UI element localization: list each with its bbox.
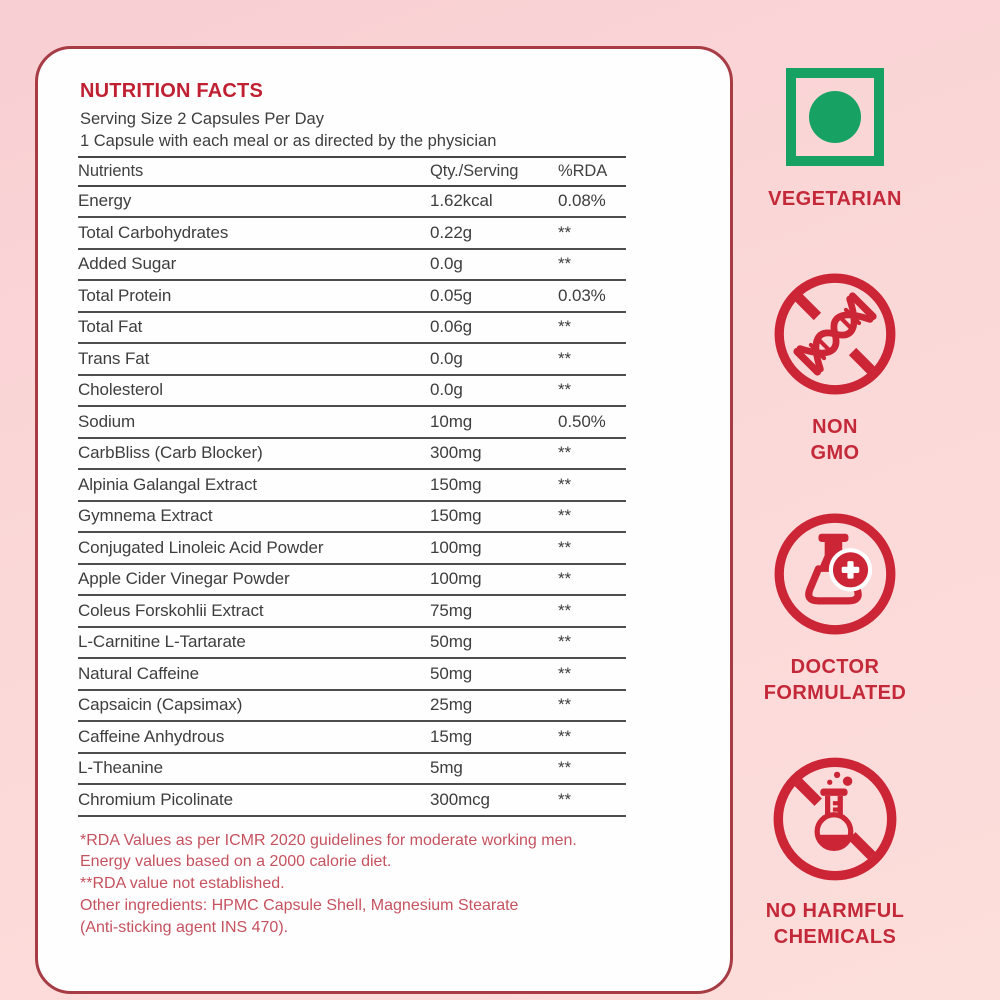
no-harmful-chemicals-badge	[750, 756, 920, 950]
table-row	[78, 502, 626, 534]
qty-cell: 50mg	[430, 663, 473, 683]
rda-cell: **	[558, 222, 572, 242]
nutrient-name-cell: Coleus Forskohlii Extract	[78, 600, 264, 620]
rda-cell: **	[558, 380, 572, 400]
no-gmo-icon	[773, 272, 897, 396]
table-row	[78, 187, 626, 219]
doctor-flask-icon	[773, 512, 897, 636]
footnote-line: *RDA Values as per ICMR 2020 guidelines for moderate working men.	[80, 831, 577, 849]
qty-cell: 100mg	[430, 537, 482, 557]
rda-cell: **	[558, 443, 572, 463]
table-row	[78, 313, 626, 345]
table-row	[78, 344, 626, 376]
qty-cell: 25mg	[430, 695, 473, 715]
qty-cell: 0.0g	[430, 348, 463, 368]
table-row	[78, 596, 626, 628]
rda-cell: **	[558, 348, 572, 368]
rda-cell: **	[558, 600, 572, 620]
rda-cell: **	[558, 663, 572, 683]
nutrient-name-cell: Chromium Picolinate	[78, 789, 233, 809]
panel-title: NUTRITION FACTS	[80, 80, 263, 102]
doctor-label-line2: FORMULATED	[763, 682, 907, 704]
non-gmo-label-line2: GMO	[810, 442, 860, 464]
table-row	[78, 218, 626, 250]
nutrient-name-cell: Added Sugar	[78, 254, 177, 274]
rda-cell: 0.03%	[558, 285, 606, 305]
qty-cell: 15mg	[430, 726, 473, 746]
nutrient-name-cell: Total Protein	[78, 285, 172, 305]
serving-size-line: Serving Size 2 Capsules Per Day	[80, 110, 324, 128]
rda-cell: **	[558, 474, 572, 494]
rda-cell: **	[558, 569, 572, 589]
rda-cell: 0.50%	[558, 411, 606, 431]
nutrient-name-cell: Cholesterol	[78, 380, 163, 400]
qty-cell: 0.0g	[430, 254, 463, 274]
nutrient-name-cell: Trans Fat	[78, 348, 150, 368]
qty-cell: 0.05g	[430, 285, 473, 305]
rda-cell: **	[558, 632, 572, 652]
rda-cell: **	[558, 695, 572, 715]
rda-cell: **	[558, 789, 572, 809]
non-gmo-label	[760, 414, 910, 466]
table-header-row	[78, 158, 626, 187]
table-row	[78, 722, 626, 754]
nutrient-name-cell: Natural Caffeine	[78, 663, 199, 683]
table-row	[78, 785, 626, 817]
doctor-formulated-badge	[750, 512, 920, 706]
nutrient-name-cell: Caffeine Anhydrous	[78, 726, 225, 746]
table-row	[78, 470, 626, 502]
nutrient-name-cell: L-Carnitine L-Tartarate	[78, 632, 246, 652]
footnote-line: (Anti-sticking agent INS 470).	[80, 918, 289, 936]
rda-cell: **	[558, 537, 572, 557]
footnote-line: Energy values based on a 2000 calorie diet.	[80, 853, 392, 871]
table-row	[78, 533, 626, 565]
footnote-line: Other ingredients: HPMC Capsule Shell, Magnesium Stearate	[80, 896, 519, 914]
doctor-formulated-label	[750, 654, 920, 706]
no-harmful-chemicals-label	[750, 898, 920, 950]
table-row	[78, 281, 626, 313]
qty-cell: 100mg	[430, 569, 482, 589]
qty-cell: 300mcg	[430, 789, 490, 809]
nutrient-name-cell: Total Carbohydrates	[78, 222, 229, 242]
nutrition-table	[78, 156, 626, 817]
rda-cell: **	[558, 758, 572, 778]
table-row	[78, 754, 626, 786]
qty-cell: 5mg	[430, 758, 463, 778]
vegetarian-dot-icon	[809, 91, 861, 143]
table-row	[78, 691, 626, 723]
table-row	[78, 565, 626, 597]
qty-cell: 0.0g	[430, 380, 463, 400]
rda-cell: **	[558, 317, 572, 337]
table-row	[78, 376, 626, 408]
nutrient-name-cell: Gymnema Extract	[78, 506, 213, 526]
table-row	[78, 407, 626, 439]
non-gmo-label-line1: NON	[812, 416, 858, 438]
header-rda: %RDA	[558, 161, 608, 180]
nutrient-name-cell: CarbBliss (Carb Blocker)	[78, 443, 263, 463]
qty-cell: 75mg	[430, 600, 473, 620]
rda-cell: 0.08%	[558, 191, 606, 211]
table-row	[78, 659, 626, 691]
qty-cell: 300mg	[430, 443, 482, 463]
nutrient-name-cell: Conjugated Linoleic Acid Powder	[78, 537, 324, 557]
rda-cell: **	[558, 726, 572, 746]
rda-cell: **	[558, 254, 572, 274]
qty-cell: 1.62kcal	[430, 191, 493, 211]
usage-direction-line: 1 Capsule with each meal or as directed by the physician	[80, 132, 497, 150]
footnotes	[80, 830, 698, 939]
nutrient-name-cell: Alpinia Galangal Extract	[78, 474, 258, 494]
nutrient-name-cell: Apple Cider Vinegar Powder	[78, 569, 290, 589]
qty-cell: 0.06g	[430, 317, 473, 337]
non-gmo-badge	[760, 272, 910, 466]
chemicals-label-line2: CHEMICALS	[773, 926, 897, 948]
nutrition-facts-panel	[35, 46, 733, 994]
nutrient-name-cell: Sodium	[78, 411, 136, 431]
nutrient-name-cell: L-Theanine	[78, 758, 164, 778]
nutrient-name-cell: Capsaicin (Capsimax)	[78, 695, 243, 715]
qty-cell: 150mg	[430, 506, 482, 526]
doctor-label-line1: DOCTOR	[790, 656, 880, 678]
table-row	[78, 439, 626, 471]
vegetarian-badge	[760, 68, 910, 212]
qty-cell: 50mg	[430, 632, 473, 652]
chemicals-label-line1: NO HARMFUL	[765, 900, 905, 922]
header-qty-serving: Qty./Serving	[430, 161, 519, 180]
qty-cell: 0.22g	[430, 222, 473, 242]
rda-cell: **	[558, 506, 572, 526]
nutrient-name-cell: Energy	[78, 191, 132, 211]
qty-cell: 150mg	[430, 474, 482, 494]
table-row	[78, 628, 626, 660]
nutrient-name-cell: Total Fat	[78, 317, 143, 337]
no-chemicals-flask-icon	[772, 756, 898, 882]
vegetarian-mark-icon	[786, 68, 884, 166]
qty-cell: 10mg	[430, 411, 473, 431]
table-row	[78, 250, 626, 282]
footnote-line: **RDA value not established.	[80, 875, 285, 893]
vegetarian-label: VEGETARIAN	[768, 188, 902, 210]
header-nutrients: Nutrients	[78, 161, 144, 180]
